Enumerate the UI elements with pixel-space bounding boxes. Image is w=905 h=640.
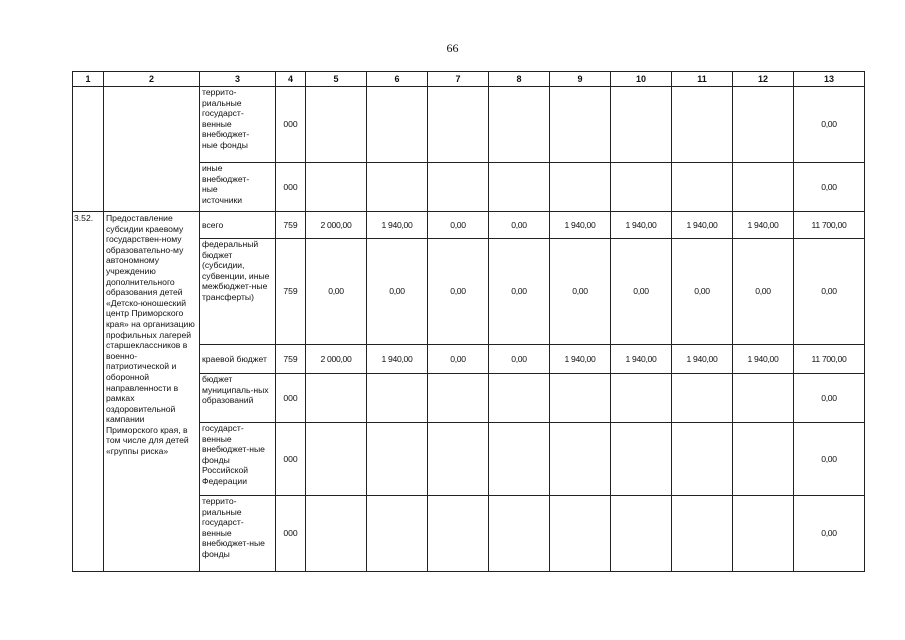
value-cell: 1 940,00 [733, 212, 794, 239]
budget-table [72, 71, 865, 572]
value-cell [428, 87, 489, 163]
header-col-5: 5 [306, 72, 367, 87]
total-cell: 0,00 [794, 496, 865, 572]
value-cell: 1 940,00 [733, 345, 794, 374]
header-col-11: 11 [672, 72, 733, 87]
value-cell: 0,00 [428, 239, 489, 345]
page-number: 66 [446, 41, 459, 55]
value-cell [367, 423, 428, 496]
code-cell: 000 [276, 496, 306, 572]
header-col-8: 8 [489, 72, 550, 87]
value-cell: 1 940,00 [672, 345, 733, 374]
value-cell: 0,00 [367, 239, 428, 345]
value-cell: 1 940,00 [550, 212, 611, 239]
title-cell [104, 87, 200, 212]
header-col-6: 6 [367, 72, 428, 87]
value-cell [489, 423, 550, 496]
value-cell: 2 000,00 [306, 345, 367, 374]
value-cell: 0,00 [428, 345, 489, 374]
value-cell: 0,00 [550, 239, 611, 345]
header-col-13: 13 [794, 72, 865, 87]
value-cell [672, 87, 733, 163]
value-cell [428, 423, 489, 496]
value-cell [306, 87, 367, 163]
header-col-10: 10 [611, 72, 672, 87]
source-cell: всего [200, 212, 276, 239]
source-cell: бюджет муниципаль-ных образований [200, 374, 276, 423]
header-col-4: 4 [276, 72, 306, 87]
code-cell: 759 [276, 239, 306, 345]
value-cell [428, 163, 489, 212]
value-cell: 0,00 [489, 345, 550, 374]
value-cell: 0,00 [489, 239, 550, 345]
value-cell: 1 940,00 [611, 345, 672, 374]
value-cell [367, 374, 428, 423]
value-cell [489, 87, 550, 163]
value-cell [550, 496, 611, 572]
value-cell: 0,00 [489, 212, 550, 239]
total-cell: 11 700,00 [794, 212, 865, 239]
total-cell: 11 700,00 [794, 345, 865, 374]
source-cell: иные внебюджет- ные источники [200, 163, 276, 212]
header-col-12: 12 [733, 72, 794, 87]
total-cell: 0,00 [794, 374, 865, 423]
value-cell [611, 423, 672, 496]
value-cell: 2 000,00 [306, 212, 367, 239]
value-cell: 1 940,00 [611, 212, 672, 239]
header-col-2: 2 [104, 72, 200, 87]
value-cell [611, 87, 672, 163]
value-cell [489, 496, 550, 572]
table-row [73, 212, 865, 239]
value-cell [672, 163, 733, 212]
value-cell [672, 496, 733, 572]
value-cell [733, 423, 794, 496]
code-cell: 000 [276, 374, 306, 423]
source-cell: террито-риальные государст-венные внебюджет-ные фонды [200, 496, 276, 572]
total-cell: 0,00 [794, 163, 865, 212]
total-cell: 0,00 [794, 423, 865, 496]
header-col-1: 1 [73, 72, 104, 87]
table-row [73, 87, 865, 163]
source-cell: федеральный бюджет (субсидии, субвенции, иные межбюджет-ные трансферты) [200, 239, 276, 345]
value-cell [611, 374, 672, 423]
header-col-7: 7 [428, 72, 489, 87]
code-cell: 000 [276, 423, 306, 496]
value-cell [733, 496, 794, 572]
value-cell [550, 423, 611, 496]
value-cell: 1 940,00 [367, 345, 428, 374]
value-cell: 1 940,00 [367, 212, 428, 239]
value-cell: 0,00 [672, 239, 733, 345]
value-cell: 0,00 [428, 212, 489, 239]
code-cell: 759 [276, 212, 306, 239]
index-cell [73, 87, 104, 212]
value-cell [367, 496, 428, 572]
source-cell: государст-венные внебюджет-ные фонды Российской Федерации [200, 423, 276, 496]
value-cell [367, 87, 428, 163]
code-cell: 000 [276, 163, 306, 212]
value-cell [550, 87, 611, 163]
header-col-9: 9 [550, 72, 611, 87]
value-cell [428, 374, 489, 423]
code-cell: 759 [276, 345, 306, 374]
value-cell: 0,00 [306, 239, 367, 345]
value-cell [367, 163, 428, 212]
value-cell [550, 374, 611, 423]
total-cell: 0,00 [794, 239, 865, 345]
value-cell [306, 163, 367, 212]
value-cell: 1 940,00 [550, 345, 611, 374]
header-row [73, 72, 865, 87]
source-cell: террито- риальные государст- венные внебюджет- ные фонды [200, 87, 276, 163]
total-cell: 0,00 [794, 87, 865, 163]
value-cell [306, 374, 367, 423]
value-cell [306, 496, 367, 572]
value-cell [733, 374, 794, 423]
value-cell [428, 496, 489, 572]
value-cell [489, 374, 550, 423]
item-index: 3.52. [73, 212, 104, 572]
header-col-3: 3 [200, 72, 276, 87]
value-cell: 0,00 [733, 239, 794, 345]
value-cell [733, 87, 794, 163]
value-cell [611, 496, 672, 572]
source-cell: краевой бюджет [200, 345, 276, 374]
value-cell [489, 163, 550, 212]
value-cell [672, 374, 733, 423]
value-cell [672, 423, 733, 496]
value-cell [733, 163, 794, 212]
value-cell [611, 163, 672, 212]
value-cell: 1 940,00 [672, 212, 733, 239]
value-cell [306, 423, 367, 496]
code-cell: 000 [276, 87, 306, 163]
value-cell [550, 163, 611, 212]
value-cell: 0,00 [611, 239, 672, 345]
item-title: Предоставление субсидии краевому государствен-ному образовательно-му автономному учреждению дополнительного образования детей «Детско-юношеский центр Приморского края» на организацию профильных лагерей старшеклассников в военно-патриотической и оборонной направленности в рамках оздоровительной кампании Приморского края, в том числе для детей «группы риска» [104, 212, 200, 572]
